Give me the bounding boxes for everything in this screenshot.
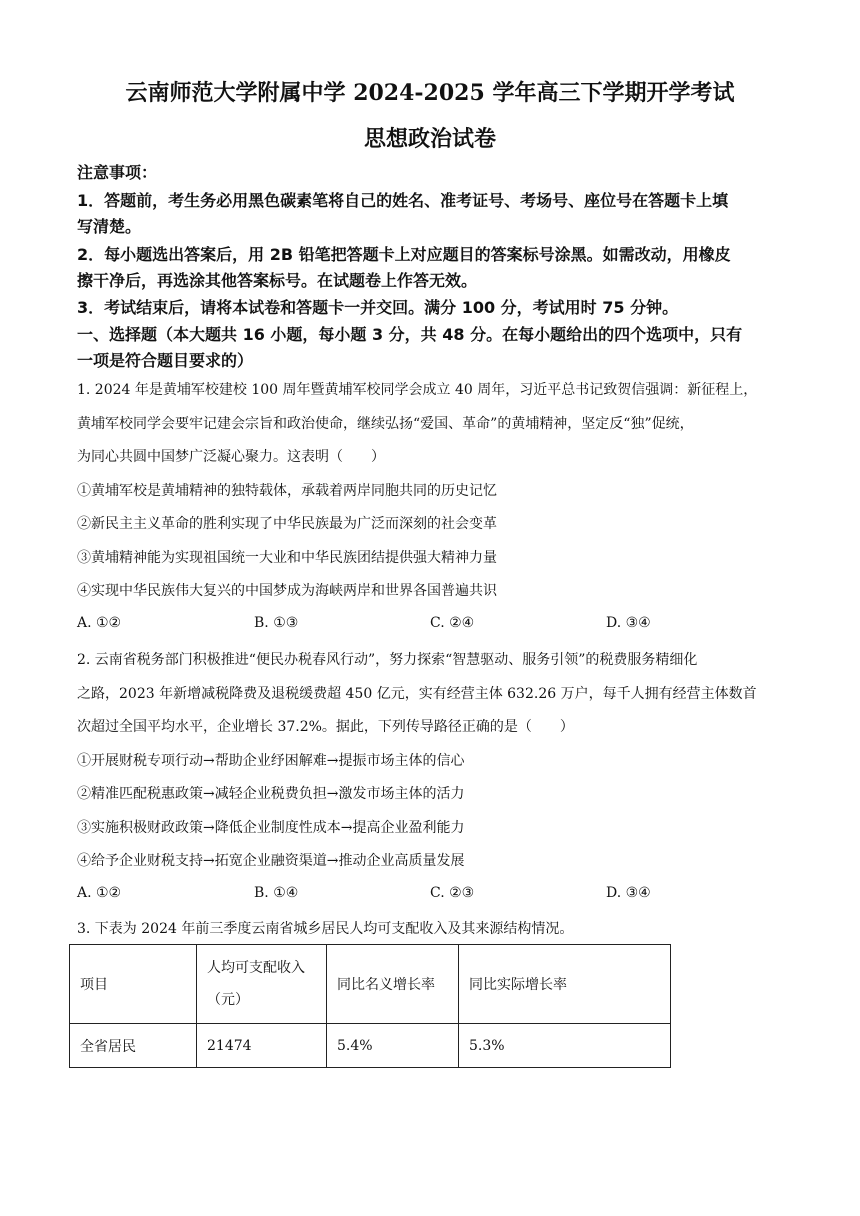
table-row bbox=[70, 1024, 671, 1068]
table-header-text: 人均可支配收入 bbox=[207, 960, 305, 976]
option-d[interactable]: D. ③④ bbox=[606, 615, 651, 631]
table-cell: 全省居民 bbox=[70, 1024, 197, 1068]
table-cell: 21474 bbox=[197, 1024, 327, 1068]
notice-item: 擦干净后，再选涂其他答案标号。在试题卷上作答无效。 bbox=[77, 271, 478, 290]
question-stem: 之路，2023 年新增减税降费及退税缓费超 450 亿元，实有经营主体 632.26 万户，每千人拥有经营主体数首 bbox=[77, 686, 757, 702]
notice-item: 2．每小题选出答案后，用 2B 铅笔把答题卡上对应题目的答案标号涂黑。如需改动，用橡皮 bbox=[77, 245, 731, 264]
statement: ④实现中华民族伟大复兴的中国梦成为海峡两岸和世界各国普遍共识 bbox=[77, 583, 497, 599]
exam-title: 云南师范大学附属中学 2024-2025 学年高三下学期开学考试 bbox=[125, 80, 735, 106]
option-c[interactable]: C. ②③ bbox=[430, 885, 475, 901]
notice-item: 写清楚。 bbox=[77, 217, 142, 236]
income-table bbox=[69, 944, 671, 1068]
section-heading: 一项是符合题目要求的） bbox=[77, 351, 254, 370]
table-header-cell bbox=[197, 945, 327, 1024]
table-header-cell: 项目 bbox=[70, 945, 197, 1024]
question-stem: 2. 云南省税务部门积极推进“便民办税春风行动”，努力探索“智慧驱动、服务引领”的税费服务精细化 bbox=[77, 652, 698, 668]
statement: ②精准匹配税惠政策→减轻企业税费负担→激发市场主体的活力 bbox=[77, 786, 465, 802]
table-header-cell: 同比名义增长率 bbox=[327, 945, 459, 1024]
question-stem: 黄埔军校同学会要牢记建会宗旨和政治使命，继续弘扬“爱国、革命”的黄埔精神，坚定反“独”促统， bbox=[77, 416, 694, 432]
table-cell: 5.4% bbox=[327, 1024, 459, 1068]
section-heading: 一、选择题（本大题共 16 小题，每小题 3 分，共 48 分。在每小题给出的四个选项中，只有 bbox=[77, 325, 743, 344]
statement: ①黄埔军校是黄埔精神的独特载体，承载着两岸同胞共同的历史记忆 bbox=[77, 483, 497, 499]
statement: ①开展财税专项行动→帮助企业纾困解难→提振市场主体的信心 bbox=[77, 753, 465, 769]
option-c[interactable]: C. ②④ bbox=[430, 615, 475, 631]
table-header-row bbox=[70, 945, 671, 1024]
notice-heading: 注意事项： bbox=[77, 163, 158, 182]
question-stem: 次超过全国平均水平，企业增长 37.2%。据此，下列传导路径正确的是（ ） bbox=[77, 719, 574, 735]
option-a[interactable]: A. ①② bbox=[77, 885, 122, 901]
statement: ②新民主主义革命的胜利实现了中华民族最为广泛而深刻的社会变革 bbox=[77, 516, 497, 532]
option-a[interactable]: A. ①② bbox=[77, 615, 122, 631]
statement: ④给予企业财税支持→拓宽企业融资渠道→推动企业高质量发展 bbox=[77, 853, 465, 869]
question-stem: 为同心共圆中国梦广泛凝心聚力。这表明（ ） bbox=[77, 449, 385, 465]
notice-item: 3．考试结束后，请将本试卷和答题卡一并交回。满分 100 分，考试用时 75 分钟。 bbox=[77, 298, 679, 317]
statement: ③黄埔精神能为实现祖国统一大业和中华民族团结提供强大精神力量 bbox=[77, 550, 497, 566]
table-header-text: （元） bbox=[207, 992, 249, 1008]
option-b[interactable]: B. ①③ bbox=[254, 615, 299, 631]
table-header-cell: 同比实际增长率 bbox=[459, 945, 671, 1024]
statement: ③实施积极财政政策→降低企业制度性成本→提高企业盈利能力 bbox=[77, 820, 465, 836]
exam-subtitle: 思想政治试卷 bbox=[363, 126, 496, 152]
option-b[interactable]: B. ①④ bbox=[254, 885, 299, 901]
notice-item: 1．答题前，考生务必用黑色碳素笔将自己的姓名、准考证号、考场号、座位号在答题卡上填 bbox=[77, 191, 729, 210]
table-cell: 5.3% bbox=[459, 1024, 671, 1068]
question-stem: 3. 下表为 2024 年前三季度云南省城乡居民人均可支配收入及其来源结构情况。 bbox=[77, 921, 574, 937]
option-d[interactable]: D. ③④ bbox=[606, 885, 651, 901]
question-stem: 1. 2024 年是黄埔军校建校 100 周年暨黄埔军校同学会成立 40 周年，习近平总书记致贺信强调：新征程上， bbox=[77, 382, 758, 398]
